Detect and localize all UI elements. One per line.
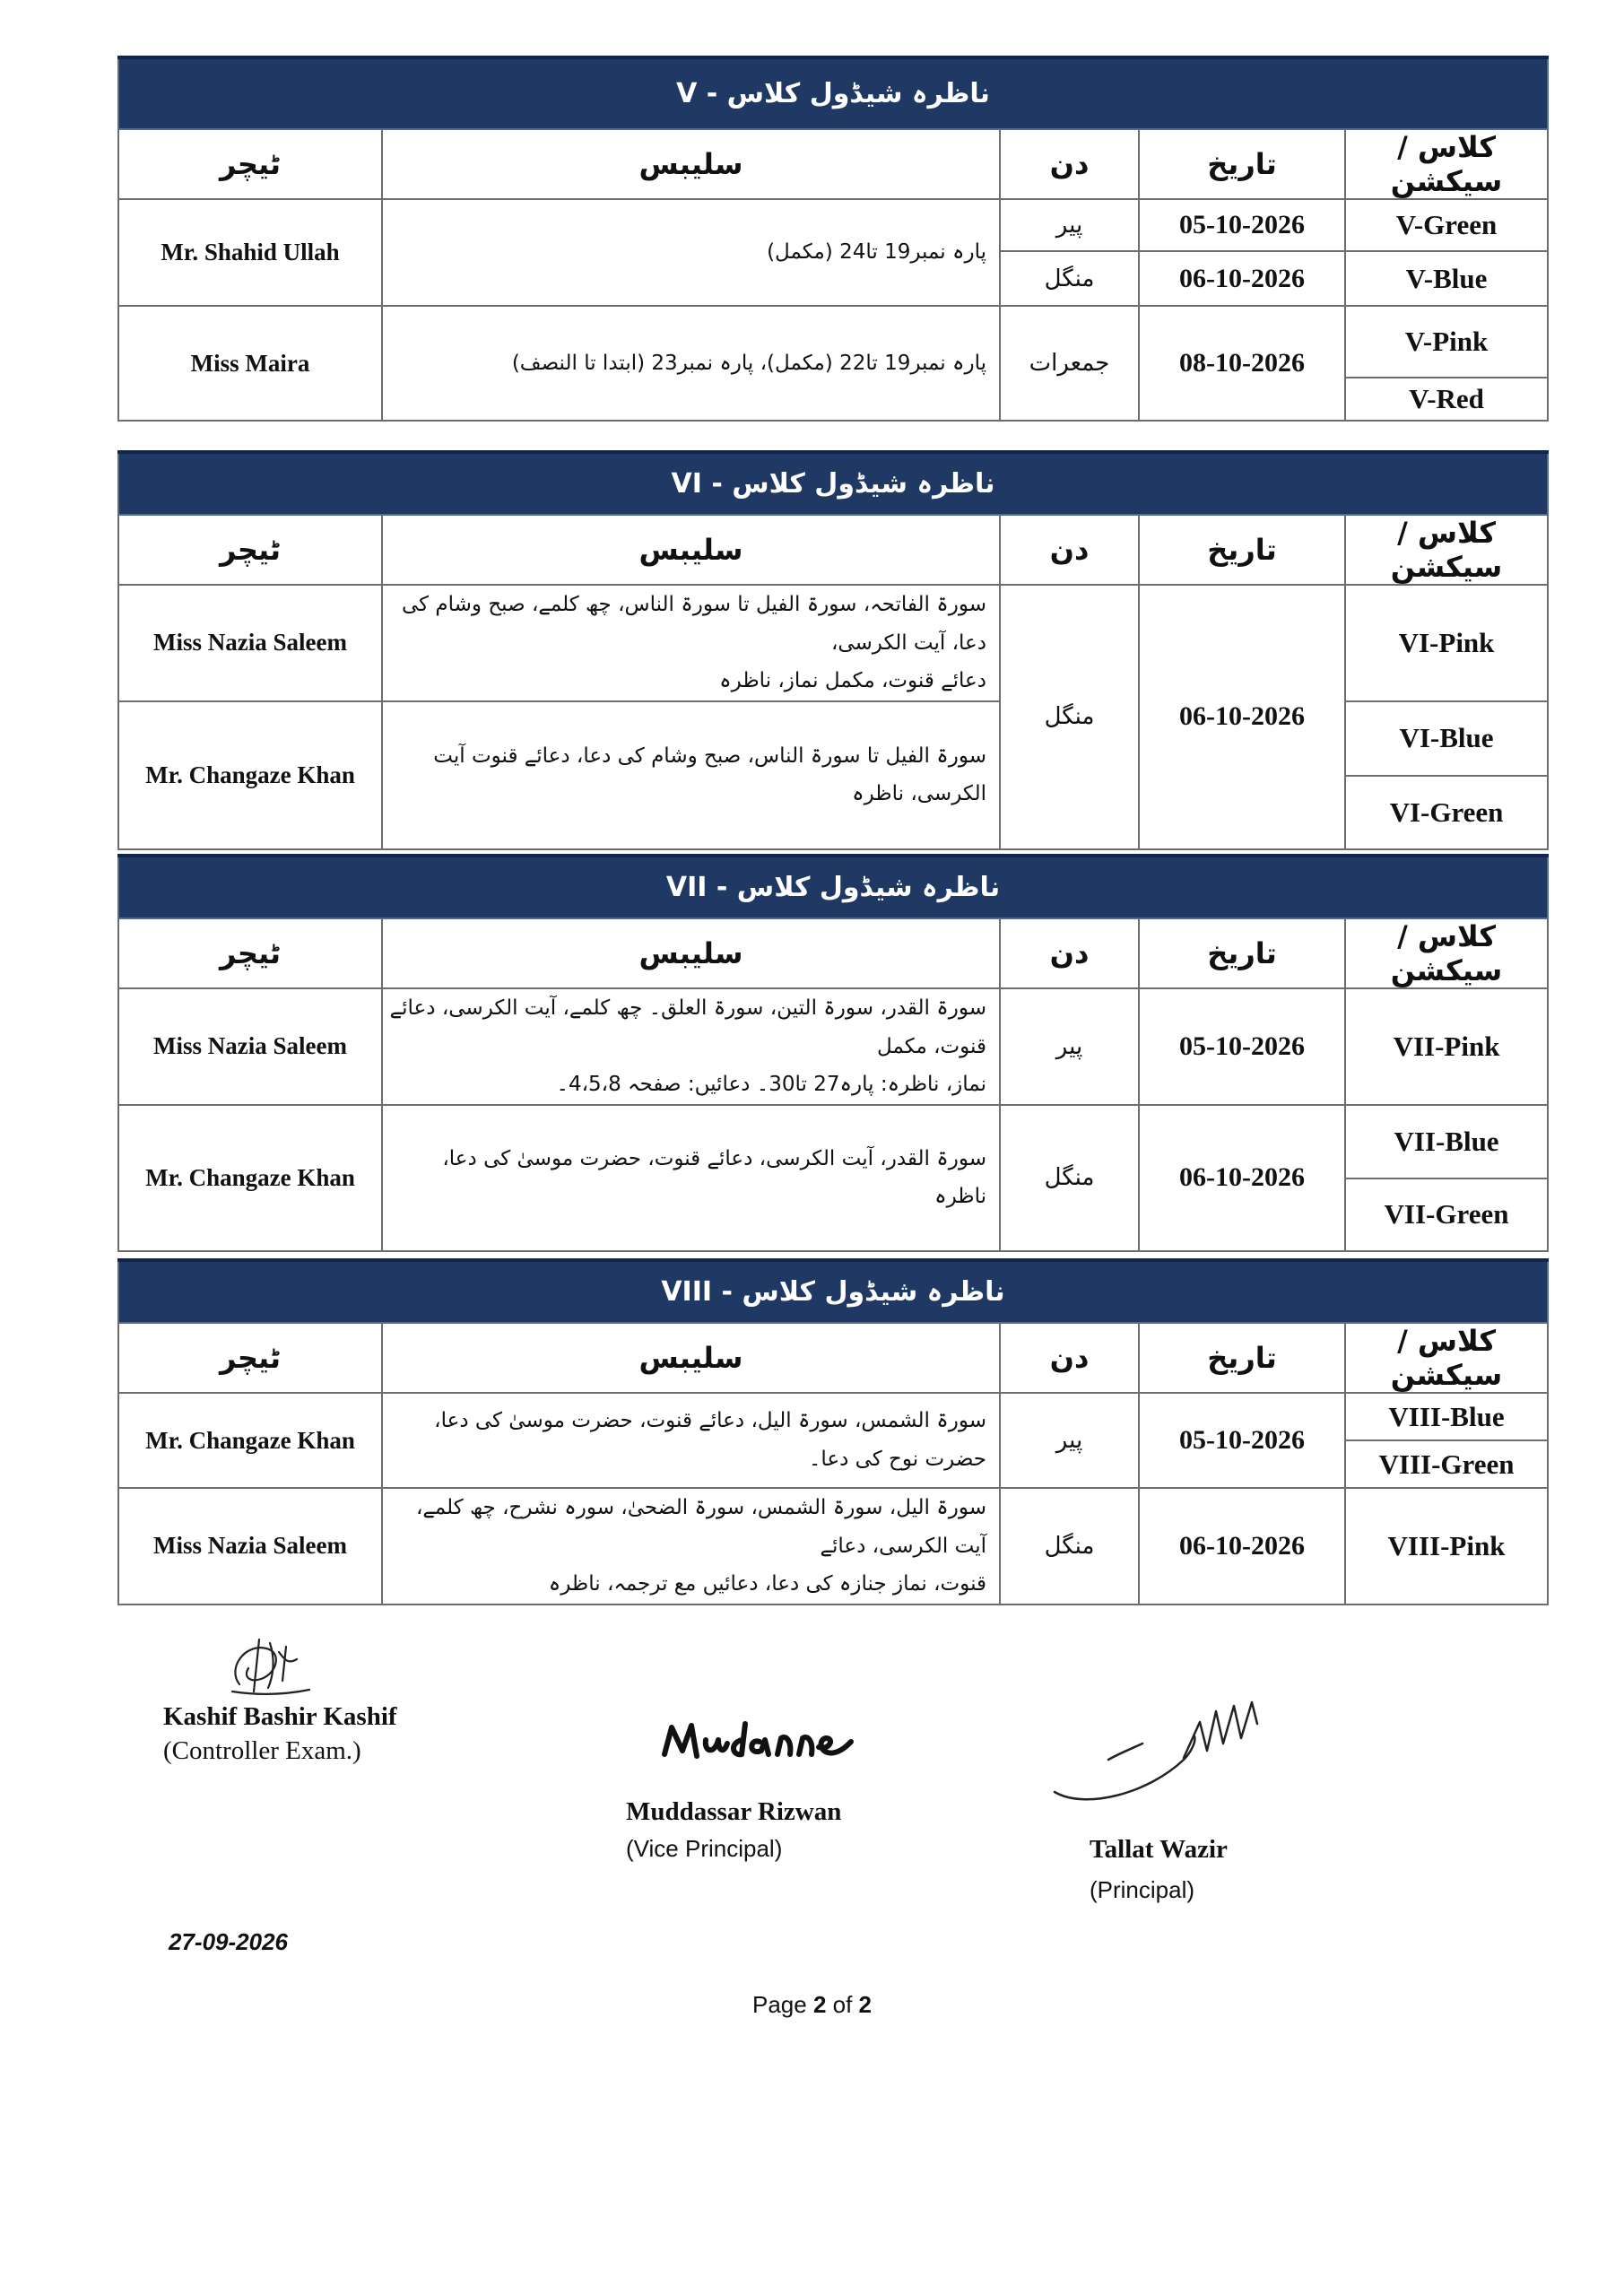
table-title: ناظرہ شیڈول کلاس - V xyxy=(118,57,1548,129)
page-current: 2 xyxy=(812,1991,827,2018)
class-section-cell: VII-Pink xyxy=(1345,988,1548,1105)
vice-principal-signature xyxy=(659,1711,856,1774)
date-cell: 05-10-2026 xyxy=(1139,1393,1345,1488)
header-teacher: ٹیچر xyxy=(118,515,382,585)
table-row xyxy=(118,988,1548,1105)
header-syllabus: سلیبس xyxy=(382,129,1000,199)
teacher-cell: Miss Nazia Saleem xyxy=(118,1488,382,1605)
header-day: دن xyxy=(1000,515,1139,585)
class-section-cell: V-Pink xyxy=(1345,306,1548,378)
header-date: تاریخ xyxy=(1139,918,1345,988)
table-title-row xyxy=(118,452,1548,515)
header-teacher: ٹیچر xyxy=(118,1323,382,1393)
syllabus-cell: پارہ نمبر19 تا24 (مکمل) xyxy=(382,199,1000,306)
table-row xyxy=(118,306,1548,378)
table-row xyxy=(118,199,1548,251)
day-cell: پیر xyxy=(1000,988,1139,1105)
day-cell: منگل xyxy=(1000,1488,1139,1605)
day-cell: پیر xyxy=(1000,1393,1139,1488)
teacher-cell: Mr. Changaze Khan xyxy=(118,701,382,849)
principal-role: (Principal) xyxy=(1090,1876,1195,1903)
controller-role: (Controller Exam.) xyxy=(163,1736,361,1765)
schedule-table-vi xyxy=(117,450,1549,850)
class-section-cell: VI-Green xyxy=(1345,776,1548,849)
issue-date: 27-09-2026 xyxy=(169,1928,288,1955)
header-class-section: کلاس / سیکشن xyxy=(1345,515,1548,585)
syllabus-cell: سورۃ الفیل تا سورۃ الناس، صبح وشام کی دعا، دعائے قنوت آیت الکرسی، ناظرہ xyxy=(382,701,1000,849)
date-cell: 05-10-2026 xyxy=(1139,988,1345,1105)
teacher-cell: Mr. Changaze Khan xyxy=(118,1105,382,1251)
date-cell: 06-10-2026 xyxy=(1139,585,1345,849)
vice-principal-role: (Vice Principal) xyxy=(626,1835,783,1862)
header-date: تاریخ xyxy=(1139,1323,1345,1393)
syllabus-cell: پارہ نمبر19 تا22 (مکمل)، پارہ نمبر23 (ابتدا تا النصف) xyxy=(382,306,1000,421)
principal-name: Tallat Wazir xyxy=(1090,1835,1228,1864)
teacher-cell: Miss Nazia Saleem xyxy=(118,585,382,701)
page-prefix: Page xyxy=(751,1991,813,2018)
vice-principal-name: Muddassar Rizwan xyxy=(626,1797,842,1826)
syllabus-cell xyxy=(382,1488,1000,1605)
class-section-cell: V-Green xyxy=(1345,199,1548,251)
table-title: ناظرہ شیڈول کلاس - VIII xyxy=(118,1260,1548,1323)
table-title-row xyxy=(118,1260,1548,1323)
table-row xyxy=(118,1105,1548,1178)
header-row xyxy=(118,515,1548,585)
header-syllabus: سلیبس xyxy=(382,1323,1000,1393)
syllabus-cell: سورۃ القدر، آیت الکرسی، دعائے قنوت، حضرت موسیٰ کی دعا، ناظرہ xyxy=(382,1105,1000,1251)
teacher-cell: Miss Maira xyxy=(118,306,382,421)
class-section-cell: VIII-Green xyxy=(1345,1440,1548,1488)
day-cell: منگل xyxy=(1000,251,1139,306)
syllabus-line: قنوت، نماز جنازہ کی دعا، دعائیں مع ترجمہ، ناظرہ xyxy=(548,1572,986,1596)
date-cell: 06-10-2026 xyxy=(1139,251,1345,306)
syllabus-cell xyxy=(382,585,1000,701)
header-row xyxy=(118,129,1548,199)
syllabus-cell xyxy=(382,988,1000,1105)
syllabus-line: سورۃ القدر، سورۃ التین، سورۃ العلق۔ چھ کلمے، آیت الکرسی، دعائے قنوت، مکمل xyxy=(389,996,986,1058)
page-middle: of xyxy=(826,1991,859,2018)
header-teacher: ٹیچر xyxy=(118,918,382,988)
class-section-cell: VI-Pink xyxy=(1345,585,1548,701)
header-date: تاریخ xyxy=(1139,129,1345,199)
day-cell: جمعرات xyxy=(1000,306,1139,421)
syllabus-line: دعائے قنوت، مکمل نماز، ناظرہ xyxy=(719,669,986,693)
table-title: ناظرہ شیڈول کلاس - VII xyxy=(118,856,1548,918)
schedule-table-v xyxy=(117,56,1549,422)
class-section-cell: V-Red xyxy=(1345,378,1548,421)
schedule-table-viii xyxy=(117,1258,1549,1605)
class-section-cell: VII-Green xyxy=(1345,1178,1548,1251)
header-class-section: کلاس / سیکشن xyxy=(1345,918,1548,988)
principal-signature xyxy=(1049,1684,1264,1819)
page-total: 2 xyxy=(858,1991,873,2018)
header-syllabus: سلیبس xyxy=(382,515,1000,585)
header-row xyxy=(118,1323,1548,1393)
header-day: دن xyxy=(1000,918,1139,988)
teacher-cell: Mr. Shahid Ullah xyxy=(118,199,382,306)
class-section-cell: V-Blue xyxy=(1345,251,1548,306)
header-day: دن xyxy=(1000,1323,1139,1393)
table-row xyxy=(118,1393,1548,1440)
header-class-section: کلاس / سیکشن xyxy=(1345,1323,1548,1393)
teacher-cell: Mr. Changaze Khan xyxy=(118,1393,382,1488)
class-section-cell: VI-Blue xyxy=(1345,701,1548,776)
date-cell: 06-10-2026 xyxy=(1139,1488,1345,1605)
syllabus-line: سورۃ الفاتحہ، سورۃ الفیل تا سورۃ الناس، چھ کلمے، صبح وشام کی دعا، آیت الکرسی، xyxy=(401,593,986,655)
page-number xyxy=(0,1991,1624,2019)
class-section-cell: VIII-Pink xyxy=(1345,1488,1548,1605)
controller-name: Kashif Bashir Kashif xyxy=(163,1702,397,1731)
day-cell: پیر xyxy=(1000,199,1139,251)
date-cell: 05-10-2026 xyxy=(1139,199,1345,251)
day-cell: منگل xyxy=(1000,1105,1139,1251)
header-date: تاریخ xyxy=(1139,515,1345,585)
class-section-cell: VIII-Blue xyxy=(1345,1393,1548,1440)
table-row xyxy=(118,585,1548,701)
day-cell: منگل xyxy=(1000,585,1139,849)
class-section-cell: VII-Blue xyxy=(1345,1105,1548,1178)
header-class-section: کلاس / سیکشن xyxy=(1345,129,1548,199)
header-syllabus: سلیبس xyxy=(382,918,1000,988)
header-day: دن xyxy=(1000,129,1139,199)
controller-signature xyxy=(220,1632,318,1704)
table-title: ناظرہ شیڈول کلاس - VI xyxy=(118,452,1548,515)
syllabus-line: نماز، ناظرہ: پارہ27 تا30۔ دعائیں: صفحہ 4،5،8۔ xyxy=(556,1073,986,1097)
date-cell: 08-10-2026 xyxy=(1139,306,1345,421)
table-title-row xyxy=(118,57,1548,129)
header-teacher: ٹیچر xyxy=(118,129,382,199)
schedule-table-vii xyxy=(117,854,1549,1252)
date-cell: 06-10-2026 xyxy=(1139,1105,1345,1251)
table-title-row xyxy=(118,856,1548,918)
header-row xyxy=(118,918,1548,988)
teacher-cell: Miss Nazia Saleem xyxy=(118,988,382,1105)
table-row xyxy=(118,1488,1548,1605)
syllabus-cell: سورۃ الشمس، سورۃ الیل، دعائے قنوت، حضرت موسیٰ کی دعا، حضرت نوح کی دعا۔ xyxy=(382,1393,1000,1488)
syllabus-line: سورۃ الیل، سورۃ الشمس، سورۃ الضحیٰ، سورہ نشرح، چھ کلمے، آیت الکرسی، دعائے xyxy=(415,1496,986,1558)
